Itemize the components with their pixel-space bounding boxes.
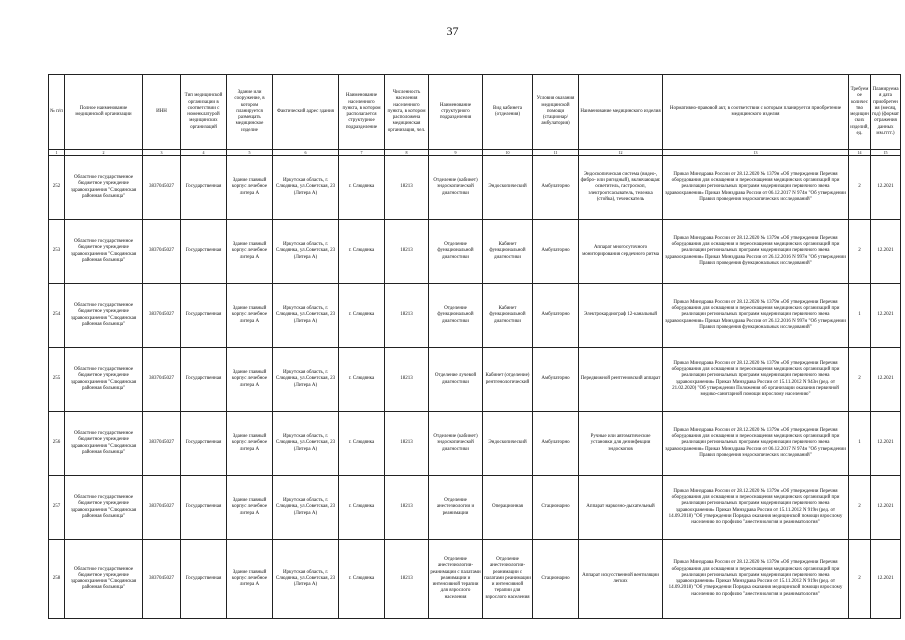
population-cell: 18213: [385, 412, 429, 476]
quantity-cell: 1: [849, 412, 871, 476]
header-cell-inn: ИНН: [143, 75, 181, 150]
inn-cell: 3837045027: [143, 476, 181, 540]
settlement-cell: г. Слюдянка: [339, 540, 385, 619]
inn-cell: 3837045027: [143, 284, 181, 348]
conditions-cell: Амбулаторно: [533, 348, 579, 412]
population-cell: 18213: [385, 284, 429, 348]
legal-act-cell: Приказ Минздрава России от 28.12.2020 № 1379н «Об утверждении Перечня оборудования для оснащения и переоснащения медицинских организаций при реализации региональных программ модернизации первичного звена здравоохранения» Приказ Минздрава России от 06.12.2017 N 974н "Об утверждении Правил проведения эндоскопических исследований": [663, 156, 849, 220]
device-cell: Передвижной рентгеновский аппарат: [579, 348, 663, 412]
column-number: 7: [339, 150, 385, 156]
address-cell: Иркутская область, г. Слюдянка, ул.Советская, 23 (Литера А): [273, 284, 339, 348]
legal-act-cell: Приказ Минздрава России от 28.12.2020 № 1379н «Об утверждении Перечня оборудования для оснащения и переоснащения медицинских организаций при реализации региональных программ модернизации первичного звена здравоохранения» Приказ Минздрава России от 26.12.2016 N 997н "Об утверждении Правил проведения функциональных исследований": [663, 284, 849, 348]
conditions-cell: Амбулаторно: [533, 220, 579, 284]
device-cell: Аппарат многосуточного мониторирования сердечного ритма: [579, 220, 663, 284]
address-cell: Иркутская область, г. Слюдянка, ул.Советская, 23 (Литера А): [273, 540, 339, 619]
org-type-cell: Государственная: [181, 220, 227, 284]
population-cell: 18213: [385, 540, 429, 619]
column-number: 2: [65, 150, 143, 156]
inn-cell: 3837045027: [143, 220, 181, 284]
conditions-cell: Стационарно: [533, 540, 579, 619]
row-number-cell: 255: [49, 348, 65, 412]
unit-cell: Отделение анестезиологии и реанимации: [429, 476, 483, 540]
building-cell: Здание главный корпус лечебное литера А: [227, 284, 273, 348]
org-type-cell: Государственная: [181, 156, 227, 220]
org-name-cell: Областное государственное бюджетное учреждение здравоохранения "Слюдянская районная больница": [65, 412, 143, 476]
unit-cell: Отделение функциональной диагностики: [429, 220, 483, 284]
quantity-cell: 2: [849, 476, 871, 540]
settlement-cell: г. Слюдянка: [339, 476, 385, 540]
org-name-cell: Областное государственное бюджетное учреждение здравоохранения "Слюдянская районная больница": [65, 540, 143, 619]
header-cell-legal-act: Нормативно-правовой акт, в соответствии с которым планируется приобретение медицинского изделия: [663, 75, 849, 150]
table-row: [49, 284, 901, 348]
date-cell: 12.2021: [871, 284, 901, 348]
table-row: [49, 476, 901, 540]
row-number-cell: 256: [49, 412, 65, 476]
quantity-cell: 2: [849, 540, 871, 619]
quantity-cell: 2: [849, 156, 871, 220]
date-cell: 12.2021: [871, 412, 901, 476]
table-row: [49, 412, 901, 476]
row-number-cell: 253: [49, 220, 65, 284]
date-cell: 12.2021: [871, 540, 901, 619]
inn-cell: 3837045027: [143, 348, 181, 412]
column-number: 15: [871, 150, 901, 156]
room-type-cell: Кабинет функциональной диагностики: [483, 220, 533, 284]
legal-act-cell: Приказ Минздрава России от 28.12.2020 № 1379н «Об утверждении Перечня оборудования для оснащения и переоснащения медицинских организаций при реализации региональных программ модернизации первичного звена здравоохранения» Приказ Минздрава России от 15.11.2012 N 943н (ред. от 21.02.2020) "Об утверждении Положения об организации оказания первичной медико-санитарной помощи взрослому населению": [663, 348, 849, 412]
conditions-cell: Амбулаторно: [533, 156, 579, 220]
date-cell: 12.2021: [871, 156, 901, 220]
conditions-cell: Амбулаторно: [533, 412, 579, 476]
table-row: [49, 348, 901, 412]
address-cell: Иркутская область, г. Слюдянка, ул.Советская, 23 (Литера А): [273, 476, 339, 540]
row-number-cell: 252: [49, 156, 65, 220]
unit-cell: Отделение лучевой диагностики: [429, 348, 483, 412]
settlement-cell: г. Слюдянка: [339, 412, 385, 476]
header-cell-date: Планируемая дата приобретения (месяц, год) (формат отражения данных мм.гггг.): [871, 75, 901, 150]
conditions-cell: Стационарно: [533, 476, 579, 540]
org-name-cell: Областное государственное бюджетное учреждение здравоохранения "Слюдянская районная больница": [65, 284, 143, 348]
unit-cell: Отделение функциональной диагностики: [429, 284, 483, 348]
header-cell-building: Здание или сооружение, в котором планируется размещать медицинское изделие: [227, 75, 273, 150]
table-body: [49, 156, 901, 619]
unit-cell: Отделение (кабинет) эндоскопической диагностики: [429, 156, 483, 220]
table-row: [49, 220, 901, 284]
column-number: 13: [663, 150, 849, 156]
header-cell-address: Фактический адрес здания: [273, 75, 339, 150]
header-cell-number: № п/п: [49, 75, 65, 150]
device-cell: Ручные или автоматические установки для дезинфекции эндоскопов: [579, 412, 663, 476]
unit-cell: Отделение анестезиологии-реанимации с палатами реанимации и интенсивной терапии для взрослого населения: [429, 540, 483, 619]
column-number: 14: [849, 150, 871, 156]
header-row: [49, 75, 901, 150]
address-cell: Иркутская область, г. Слюдянка, ул.Советская, 23 (Литера А): [273, 412, 339, 476]
device-cell: Эндоскопическая система (видео-, фибро- или ригидный), включающая: осветитель, гастроскоп, электроотсасыватель, тележка (стойка), течеискатель: [579, 156, 663, 220]
header-cell-unit: Наименование структурного подразделения: [429, 75, 483, 150]
header-cell-quantity: Требуемое количество медицинских изделий, ед.: [849, 75, 871, 150]
column-number: 4: [181, 150, 227, 156]
quantity-cell: 2: [849, 220, 871, 284]
column-number: 12: [579, 150, 663, 156]
room-type-cell: Операционная: [483, 476, 533, 540]
settlement-cell: г. Слюдянка: [339, 284, 385, 348]
address-cell: Иркутская область, г. Слюдянка, ул.Советская, 23 (Литера А): [273, 156, 339, 220]
date-cell: 12.2021: [871, 348, 901, 412]
row-number-cell: 258: [49, 540, 65, 619]
legal-act-cell: Приказ Минздрава России от 28.12.2020 № 1379н «Об утверждении Перечня оборудования для оснащения и переоснащения медицинских организаций при реализации региональных программ модернизации первичного звена здравоохранения» Приказ Минздрава России от 26.12.2016 N 997н "Об утверждении Правил проведения функциональных исследований": [663, 220, 849, 284]
table-row: [49, 540, 901, 619]
header-cell-conditions: Условия оказания медицинской помощи (стационар/амбулатория): [533, 75, 579, 150]
room-type-cell: Отделение анестезиологии-реанимации с палатами реанимации и интенсивной терапии для взрослого населения: [483, 540, 533, 619]
building-cell: Здание главный корпус лечебное литера А: [227, 348, 273, 412]
inn-cell: 3837045027: [143, 412, 181, 476]
room-type-cell: Эндоскопический: [483, 156, 533, 220]
address-cell: Иркутская область, г. Слюдянка, ул.Советская, 23 (Литера А): [273, 348, 339, 412]
date-cell: 12.2021: [871, 220, 901, 284]
address-cell: Иркутская область, г. Слюдянка, ул.Советская, 23 (Литера А): [273, 220, 339, 284]
settlement-cell: г. Слюдянка: [339, 348, 385, 412]
building-cell: Здание главный корпус лечебное литера А: [227, 540, 273, 619]
unit-cell: Отделение (кабинет) эндоскопической диагностики: [429, 412, 483, 476]
org-name-cell: Областное государственное бюджетное учреждение здравоохранения "Слюдянская районная больница": [65, 476, 143, 540]
building-cell: Здание главный корпус лечебное литера А: [227, 220, 273, 284]
room-type-cell: Кабинет функциональной диагностики: [483, 284, 533, 348]
building-cell: Здание главный корпус лечебное литера А: [227, 412, 273, 476]
inn-cell: 3837045027: [143, 156, 181, 220]
date-cell: 12.2021: [871, 476, 901, 540]
column-number: 11: [533, 150, 579, 156]
column-number: 10: [483, 150, 533, 156]
page-number: 37: [446, 24, 459, 38]
legal-act-cell: Приказ Минздрава России от 28.12.2020 № 1379н «Об утверждении Перечня оборудования для оснащения и переоснащения медицинских организаций при реализации региональных программ модернизации первичного звена здравоохранения» Приказ Минздрава России от 15.11.2012 N 919н (ред. от 14.09.2018) "Об утверждении Порядка оказания медицинской помощи взрослому населению по профилю "анестезиология и реаниматология": [663, 476, 849, 540]
population-cell: 18213: [385, 220, 429, 284]
org-type-cell: Государственная: [181, 348, 227, 412]
org-name-cell: Областное государственное бюджетное учреждение здравоохранения "Слюдянская районная больница": [65, 220, 143, 284]
device-cell: Электрокардиограф 12-канальный: [579, 284, 663, 348]
header-cell-org-type: Тип медицинской организации в соответствии с номенклатурой медицинских организаций: [181, 75, 227, 150]
quantity-cell: 2: [849, 348, 871, 412]
org-name-cell: Областное государственное бюджетное учреждение здравоохранения "Слюдянская районная больница": [65, 348, 143, 412]
org-type-cell: Государственная: [181, 476, 227, 540]
table-row: [49, 156, 901, 220]
population-cell: 18213: [385, 156, 429, 220]
header-cell-device: Наименование медицинского изделия: [579, 75, 663, 150]
column-number: 6: [273, 150, 339, 156]
column-number: 9: [429, 150, 483, 156]
population-cell: 18213: [385, 476, 429, 540]
inn-cell: 3837045027: [143, 540, 181, 619]
device-cell: Аппарат искусственной вентиляции легких: [579, 540, 663, 619]
room-type-cell: Эндоскопический: [483, 412, 533, 476]
column-number: 3: [143, 150, 181, 156]
room-type-cell: Кабинет (отделение) рентгенологический: [483, 348, 533, 412]
org-type-cell: Государственная: [181, 412, 227, 476]
legal-act-cell: Приказ Минздрава России от 28.12.2020 № 1379н «Об утверждении Перечня оборудования для оснащения и переоснащения медицинских организаций при реализации региональных программ модернизации первичного звена здравоохранения» Приказ Минздрава России от 15.11.2012 N 919н (ред. от 14.09.2018) "Об утверждении Порядка оказания медицинской помощи взрослому населению по профилю "анестезиология и реаниматология": [663, 540, 849, 619]
header-cell-settlement: Наименование населенного пункта, в котором располагается структурное подразделение: [339, 75, 385, 150]
quantity-cell: 1: [849, 284, 871, 348]
org-type-cell: Государственная: [181, 540, 227, 619]
legal-act-cell: Приказ Минздрава России от 28.12.2020 № 1379н «Об утверждении Перечня оборудования для оснащения и переоснащения медицинских организаций при реализации региональных программ модернизации первичного звена здравоохранения» Приказ Минздрава России от 06.12.2017 N 974н "Об утверждении Правил проведения эндоскопических исследований": [663, 412, 849, 476]
equipment-register-table: [48, 74, 901, 619]
column-number: 1: [49, 150, 65, 156]
header-cell-population: Численность населения населенного пункта, в котором расположена медицинская организация, чел.: [385, 75, 429, 150]
header-cell-org-name: Полное наименование медицинской организации: [65, 75, 143, 150]
row-number-cell: 257: [49, 476, 65, 540]
column-number: 5: [227, 150, 273, 156]
org-name-cell: Областное государственное бюджетное учреждение здравоохранения "Слюдянская районная больница": [65, 156, 143, 220]
row-number-cell: 254: [49, 284, 65, 348]
conditions-cell: Амбулаторно: [533, 284, 579, 348]
settlement-cell: г. Слюдянка: [339, 220, 385, 284]
org-type-cell: Государственная: [181, 284, 227, 348]
building-cell: Здание главный корпус лечебное литера А: [227, 476, 273, 540]
population-cell: 18213: [385, 348, 429, 412]
building-cell: Здание главный корпус лечебное литера А: [227, 156, 273, 220]
device-cell: Аппарат наркозно-дыхательный: [579, 476, 663, 540]
settlement-cell: г. Слюдянка: [339, 156, 385, 220]
column-number: 8: [385, 150, 429, 156]
header-cell-room-type: Вид кабинета (отделения): [483, 75, 533, 150]
